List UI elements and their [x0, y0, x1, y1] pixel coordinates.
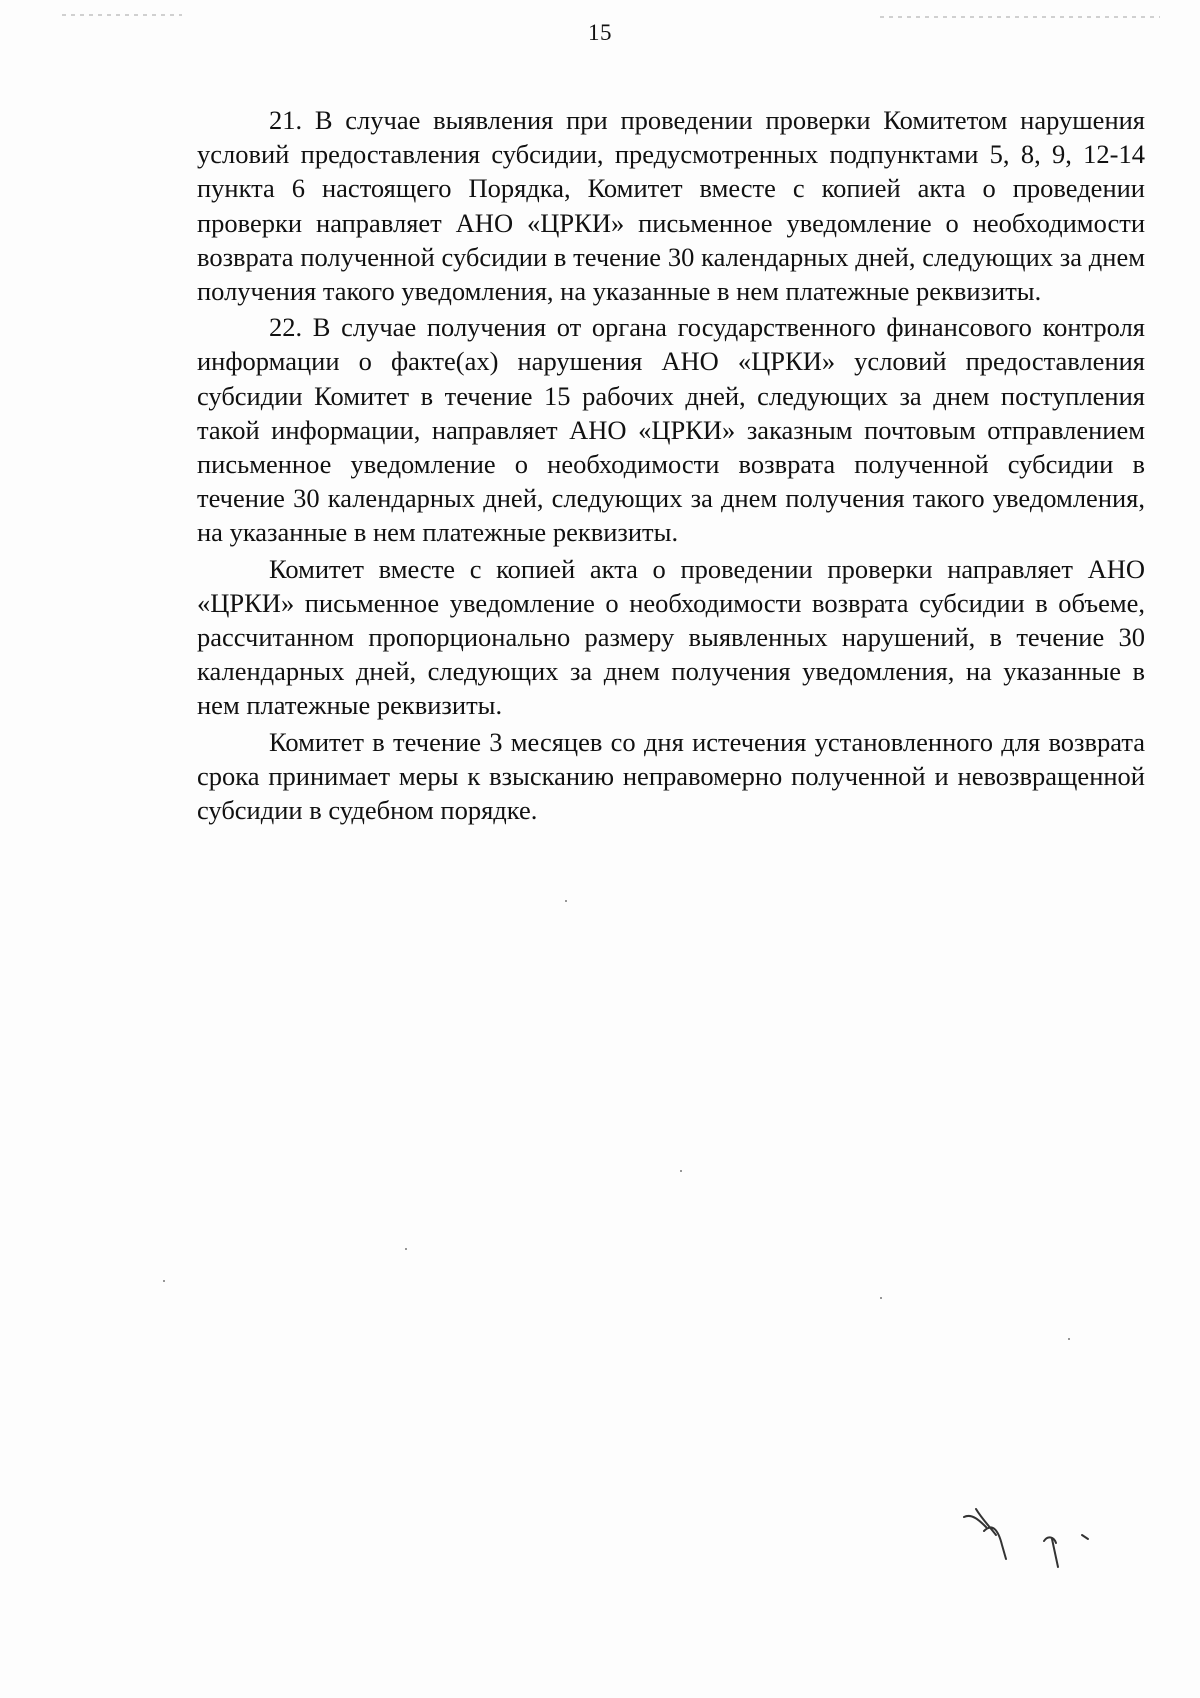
scan-speck: [405, 1248, 407, 1250]
signature-initials: [962, 1505, 1122, 1585]
paragraph-21: [197, 103, 1145, 308]
paragraph-text: Комитет в течение 3 месяцев со дня истечения установленного для возврата срока принимает меры к взысканию неправомерно полученной и невозвращенной субсидии в судебном порядке.: [197, 726, 1145, 826]
scan-artifact: [62, 14, 182, 16]
paragraph-22: [197, 310, 1145, 549]
document-body: [197, 103, 1145, 827]
paragraph-court-recovery: [197, 725, 1145, 828]
paragraph-text: Комитет вместе с копией акта о проведении проверки направляет АНО «ЦРКИ» письменное уведомление о необходимости возврата субсидии в объеме, рассчитанном пропорционально размеру выявленных нарушений, в течение 30 календарных дней, следующих за днем получения уведомления, на указанные в нем платежные реквизиты.: [197, 553, 1145, 721]
page-number: 15: [588, 20, 612, 45]
scan-speck: [163, 1280, 165, 1282]
scan-artifact: [880, 16, 1160, 18]
scan-speck: [1068, 1338, 1070, 1340]
paragraph-text: В случае выявления при проведении проверки Комитетом нарушения условий предоставления субсидии, предусмотренных подпунктами 5, 8, 9, 12-14 пункта 6 настоящего Порядка, Комитет вместе с копией акта о проведении проверки направляет АНО «ЦРКИ» письменное уведомление о необходимости возврата полученной субсидии в течение 30 календарных дней, следующих за днем получения такого уведомления, на указанные в нем платежные реквизиты.: [197, 105, 1145, 307]
paragraph-number: 21.: [269, 105, 303, 135]
paragraph-number: 22.: [269, 312, 303, 343]
scan-speck: [565, 900, 567, 902]
scan-speck: [680, 1170, 682, 1172]
paragraph-committee-notice: [197, 552, 1145, 723]
scan-speck: [880, 1297, 882, 1299]
paragraph-text: В случае получения от органа государственного финансового контроля информации о факте(ах) нарушения АНО «ЦРКИ» условий предоставления субсидии Комитет в течение 15 рабочих дней, следующих за днем поступления такой информации, направляет АНО «ЦРКИ» заказным почтовым отправлением письменное уведомление о необходимости возврата полученной субсидии в течение 30 календарных дней, следующих за днем получения такого уведомления, на указанные в нем платежные реквизиты.: [197, 312, 1145, 548]
